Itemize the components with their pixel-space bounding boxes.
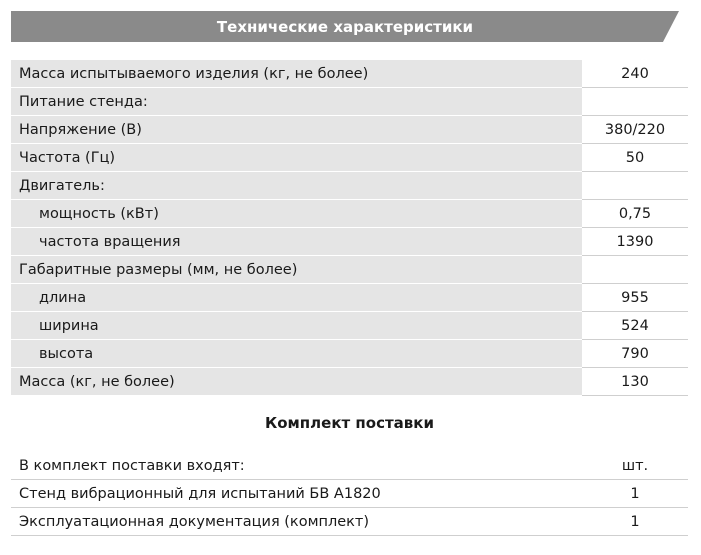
kit-table bbox=[11, 452, 688, 536]
spec-label: частота вращения bbox=[11, 228, 582, 256]
spec-label: Напряжение (В) bbox=[11, 116, 582, 144]
specs-table bbox=[11, 60, 688, 396]
spec-row bbox=[11, 60, 688, 88]
spec-row bbox=[11, 312, 688, 340]
spec-value: 50 bbox=[582, 144, 688, 172]
spec-row bbox=[11, 88, 688, 116]
spec-label: ширина bbox=[11, 312, 582, 340]
kit-row bbox=[11, 480, 688, 508]
spec-value: 955 bbox=[582, 284, 688, 312]
spec-value bbox=[582, 256, 688, 284]
kit-label: В комплект поставки входят: bbox=[19, 458, 245, 474]
spec-value bbox=[582, 88, 688, 116]
kit-value: шт. bbox=[621, 458, 649, 474]
specs-title: Технические характеристики bbox=[216, 18, 474, 36]
kit-label: Эксплуатационная документация (комплект) bbox=[19, 514, 370, 530]
spec-row bbox=[11, 144, 688, 172]
spec-label: длина bbox=[11, 284, 582, 312]
spec-value: 790 bbox=[582, 340, 688, 368]
spec-row bbox=[11, 256, 688, 284]
kit-title: Комплект поставки bbox=[264, 414, 434, 432]
spec-row bbox=[11, 200, 688, 228]
spec-row bbox=[11, 368, 688, 396]
kit-row bbox=[11, 508, 688, 536]
spec-row bbox=[11, 116, 688, 144]
spec-row bbox=[11, 228, 688, 256]
spec-row bbox=[11, 172, 688, 200]
spec-row bbox=[11, 284, 688, 312]
spec-label: мощность (кВт) bbox=[11, 200, 582, 228]
spec-value bbox=[582, 172, 688, 200]
spec-label: Частота (Гц) bbox=[11, 144, 582, 172]
spec-label: Двигатель: bbox=[11, 172, 582, 200]
kit-label: Стенд вибрационный для испытаний БВ А1820 bbox=[19, 486, 381, 502]
spec-value: 130 bbox=[582, 368, 688, 396]
spec-value: 0,75 bbox=[582, 200, 688, 228]
spec-label: высота bbox=[11, 340, 582, 368]
spec-value: 240 bbox=[582, 60, 688, 88]
spec-label: Масса (кг, не более) bbox=[11, 368, 582, 396]
spec-value: 1390 bbox=[582, 228, 688, 256]
spec-value: 524 bbox=[582, 312, 688, 340]
spec-value: 380/220 bbox=[582, 116, 688, 144]
kit-value: 1 bbox=[630, 514, 640, 530]
spec-label: Масса испытываемого изделия (кг, не более) bbox=[11, 60, 582, 88]
kit-row bbox=[11, 452, 688, 480]
kit-value: 1 bbox=[630, 486, 640, 502]
spec-row bbox=[11, 340, 688, 368]
spec-label: Питание стенда: bbox=[11, 88, 582, 116]
spec-label: Габаритные размеры (мм, не более) bbox=[11, 256, 582, 284]
